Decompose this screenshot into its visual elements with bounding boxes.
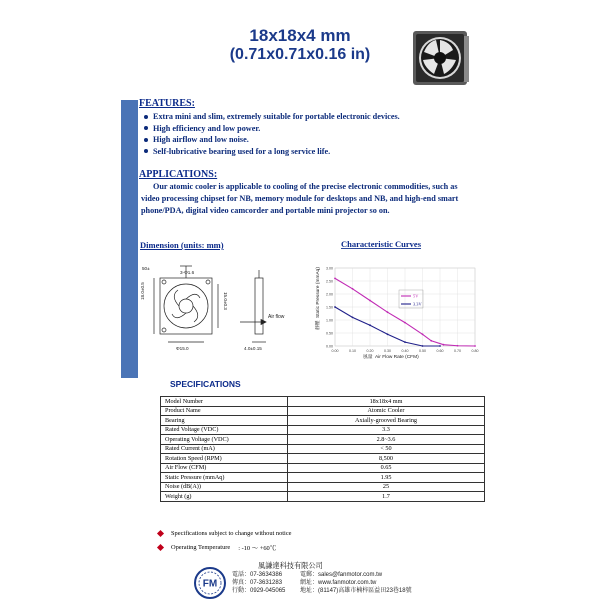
dim-lead-label: 50± [142,266,150,271]
note-temperature: Operating Temperature : -10 ～ +60℃ [158,543,276,552]
spec-row [161,492,485,502]
chart-point [387,311,389,313]
email-text[interactable]: 電郵：sales@fanmotor.com.tw [300,572,383,578]
chart-point [334,306,336,308]
legend-label: 5V [413,293,419,299]
applications-heading: APPLICATIONS: [139,169,218,180]
dim-bottom-label: Φ15.0 [176,346,189,351]
chart-point [369,300,371,302]
spec-label: Weight (g) [161,492,288,502]
company-name: 風謙達科技有限公司 [258,561,323,570]
spec-row [161,454,485,464]
chart-point [474,345,476,347]
chart-point [422,345,424,347]
website-text[interactable]: 網址：www.fanmotor.com.tw [300,580,377,586]
chart-y-tick: 3.00 [326,266,333,271]
chart-x-tick: 0.40 [401,349,409,353]
fax-text: 傳真：07-3631283 [232,580,283,586]
specifications-table [160,396,485,502]
spec-row [161,425,485,435]
phone-text: 電話：07-3634386 [232,572,283,578]
chart-x-tick: 0.80 [471,349,479,353]
chart-y-tick: 1.50 [326,305,333,310]
spec-row [161,435,485,445]
svg-text:FM: FM [202,578,218,590]
chart-grid [335,268,475,346]
contact-right [300,571,412,595]
bullet-icon [144,115,148,119]
chart-x-tick: 0.00 [331,349,339,353]
chart-point [422,333,424,335]
chart-xlabel-zh: 風量 [363,355,373,360]
spec-row [161,416,485,426]
dimension-drawing [140,262,300,360]
applications-body: Our atomic cooler is applicable to cooling of the precise electronic commodities, such as video processing chipset for NB, memory module for desktops and NB, and high-end smart phone/PDA, digital video camcorder and portable mini projector so on. [141,182,459,215]
feature-item: Self-lubricative bearing used for a long service life. [144,147,474,156]
chart-point [369,324,371,326]
dim-width-label: 18.0±0.5 [140,282,145,300]
features-list [144,112,474,158]
chart-point [443,344,445,346]
chart-point [430,340,432,342]
spec-row [161,397,485,407]
dimension-heading: Dimension (units: mm) [140,240,224,250]
note-change: Specifications subject to change without notice [158,530,292,537]
chart-point [404,341,406,343]
feature-item: High efficiency and low power. [144,124,474,133]
chart-x-tick: 0.50 [419,349,426,353]
chart-x-tick: 0.20 [366,349,374,353]
spec-row [161,406,485,416]
spec-value: Axially-grooved Bearing [288,416,485,426]
bullet-icon [144,149,148,153]
airflow-label: Air flow [268,314,285,320]
chart-point [457,345,459,347]
chart-x-tick: 0.70 [454,349,461,353]
characteristic-chart [305,238,480,363]
chart-point [404,322,406,324]
side-label: AC Axial Fan [84,195,101,300]
spec-row [161,444,485,454]
feature-item: High airflow and low noise. [144,135,474,144]
chart-y-tick: 1.00 [326,318,333,323]
spec-value: Atomic Cooler [288,406,485,416]
chart-y-tick: 2.00 [326,292,333,297]
mobile-text: 行動：0929-045065 [232,588,286,594]
chart-y-tick: 2.50 [326,279,333,284]
spec-row [161,473,485,483]
features-heading: FEATURES: [139,98,195,109]
chart-ylabel: Static Pressure (mmAq) [316,267,321,318]
spec-value: 3.3 [288,425,485,435]
spec-label: Noise (dB(A)) [161,482,288,492]
spec-label: Static Pressure (mmAq) [161,473,288,483]
spec-value: 2.8~3.6 [288,435,485,445]
spec-row [161,482,485,492]
chart-point [334,278,336,280]
spec-value: 18x18x4 mm [288,397,485,407]
spec-value: < 50 [288,444,485,454]
contact-left [232,571,285,595]
spec-label: Rotation Speed (RPM) [161,454,288,464]
product-size-title: 18x18x4 mm [249,26,351,45]
address-text: 地址：(81147)高雄市楠梓區益田23巷18號 [300,588,412,594]
diamond-icon [157,530,164,537]
spec-label: Rated Current (mA) [161,444,288,454]
spec-label: Model Number [161,397,288,407]
spec-value: 25 [288,482,485,492]
dim-thickness-label: 4.0±0.15 [244,346,262,351]
feature-item: Extra mini and slim, extremely suitable for portable electronic devices. [144,112,474,121]
spec-label: Product Name [161,406,288,416]
spec-label: Bearing [161,416,288,426]
chart-x-tick: 0.10 [349,349,356,353]
diamond-icon [157,544,164,551]
specifications-heading: SPECIFICATIONS [170,379,241,389]
chart-xlabel: Air Flow Rate (CFM) [375,355,419,360]
dim-hole-label: 3-Φ1.6 [180,270,195,275]
dim-inner-label: 15.0±0.3 [223,292,228,310]
chart-x-tick: 0.30 [384,349,391,353]
chart-ticks [326,266,479,353]
spec-label: Operating Voltage (VDC) [161,435,288,445]
chart-ylabel-zh: 靜壓 [316,320,321,330]
side-band [121,100,138,378]
bullet-icon [144,138,148,142]
chart-point [352,317,354,319]
chart-y-tick: 0.00 [326,344,333,349]
chart-point [387,333,389,335]
spec-label: Rated Voltage (VDC) [161,425,288,435]
product-size-inches: (0.71x0.71x0.16 in) [229,46,371,63]
chart-x-tick: 0.60 [436,349,444,353]
spec-row [161,463,485,473]
bullet-icon [144,126,148,130]
chart-y-tick: 0.50 [326,331,333,336]
fan-product-photo [410,28,472,90]
chart-point [439,345,441,347]
spec-value: 1.7 [288,492,485,502]
spec-value: 8,500 [288,454,485,464]
chart-title: Characteristic Curves [341,239,422,249]
chart-point [352,288,354,290]
spec-label: Air Flow (CFM) [161,463,288,473]
company-logo [193,566,227,600]
chart-legend [399,290,423,308]
spec-value: 0.65 [288,463,485,473]
spec-value: 1.95 [288,473,485,483]
legend-label: 3.3V [413,301,422,307]
